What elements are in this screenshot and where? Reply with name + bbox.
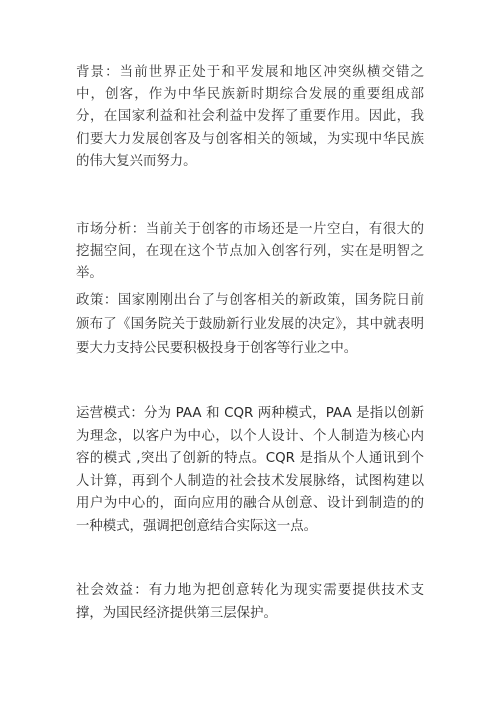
paragraph-policy <box>76 289 424 360</box>
policy-text-sans: 《国务院关于鼓励新行业发展的决定》，其中就表明要大力支持公民要积极投身于创客等行业之中。 <box>76 316 424 356</box>
paragraph-background: 背景：当前世界正处于和平发展和地区冲突纵横交错之中，创客，作为中华民族新时期综合发展的重要组成部分，在国家利益和社会利益中发挥了重要作用。因此，我们要大力发展创客及与创客相关的领域，为实现中华民族的伟大复兴而努力。 <box>76 65 424 169</box>
paragraph-social-benefit: 社会效益：有力地为把创意转化为现实需要提供技术支撑，为国民经济提供第三层保护。 <box>76 583 424 621</box>
paragraph-operation-mode: 运营模式：分为 PAA 和 CQR 两种模式，PAA 是指以创新为理念，以客户为中心，以个人设计、个人制造为核心内容的模式 ,突出了创新的特点。CQR 是指从个人通讯到个人计算，再到个人制造的社会技术发展脉络，试图构建以用户为中心的，面向应用的融合从创意、设计到制造的的一种模式，强调把创意结合实际这一点。 <box>76 406 424 534</box>
policy-text-serif: 政策：国家刚刚出台了与创客相关的新政策，国务院日前颁布了 <box>76 293 424 332</box>
paragraph-market-analysis: 市场分析：当前关于创客的市场还是一片空白，有很大的挖掘空间，在现在这个节点加入创客行列，实在是明智之举。 <box>76 222 424 282</box>
